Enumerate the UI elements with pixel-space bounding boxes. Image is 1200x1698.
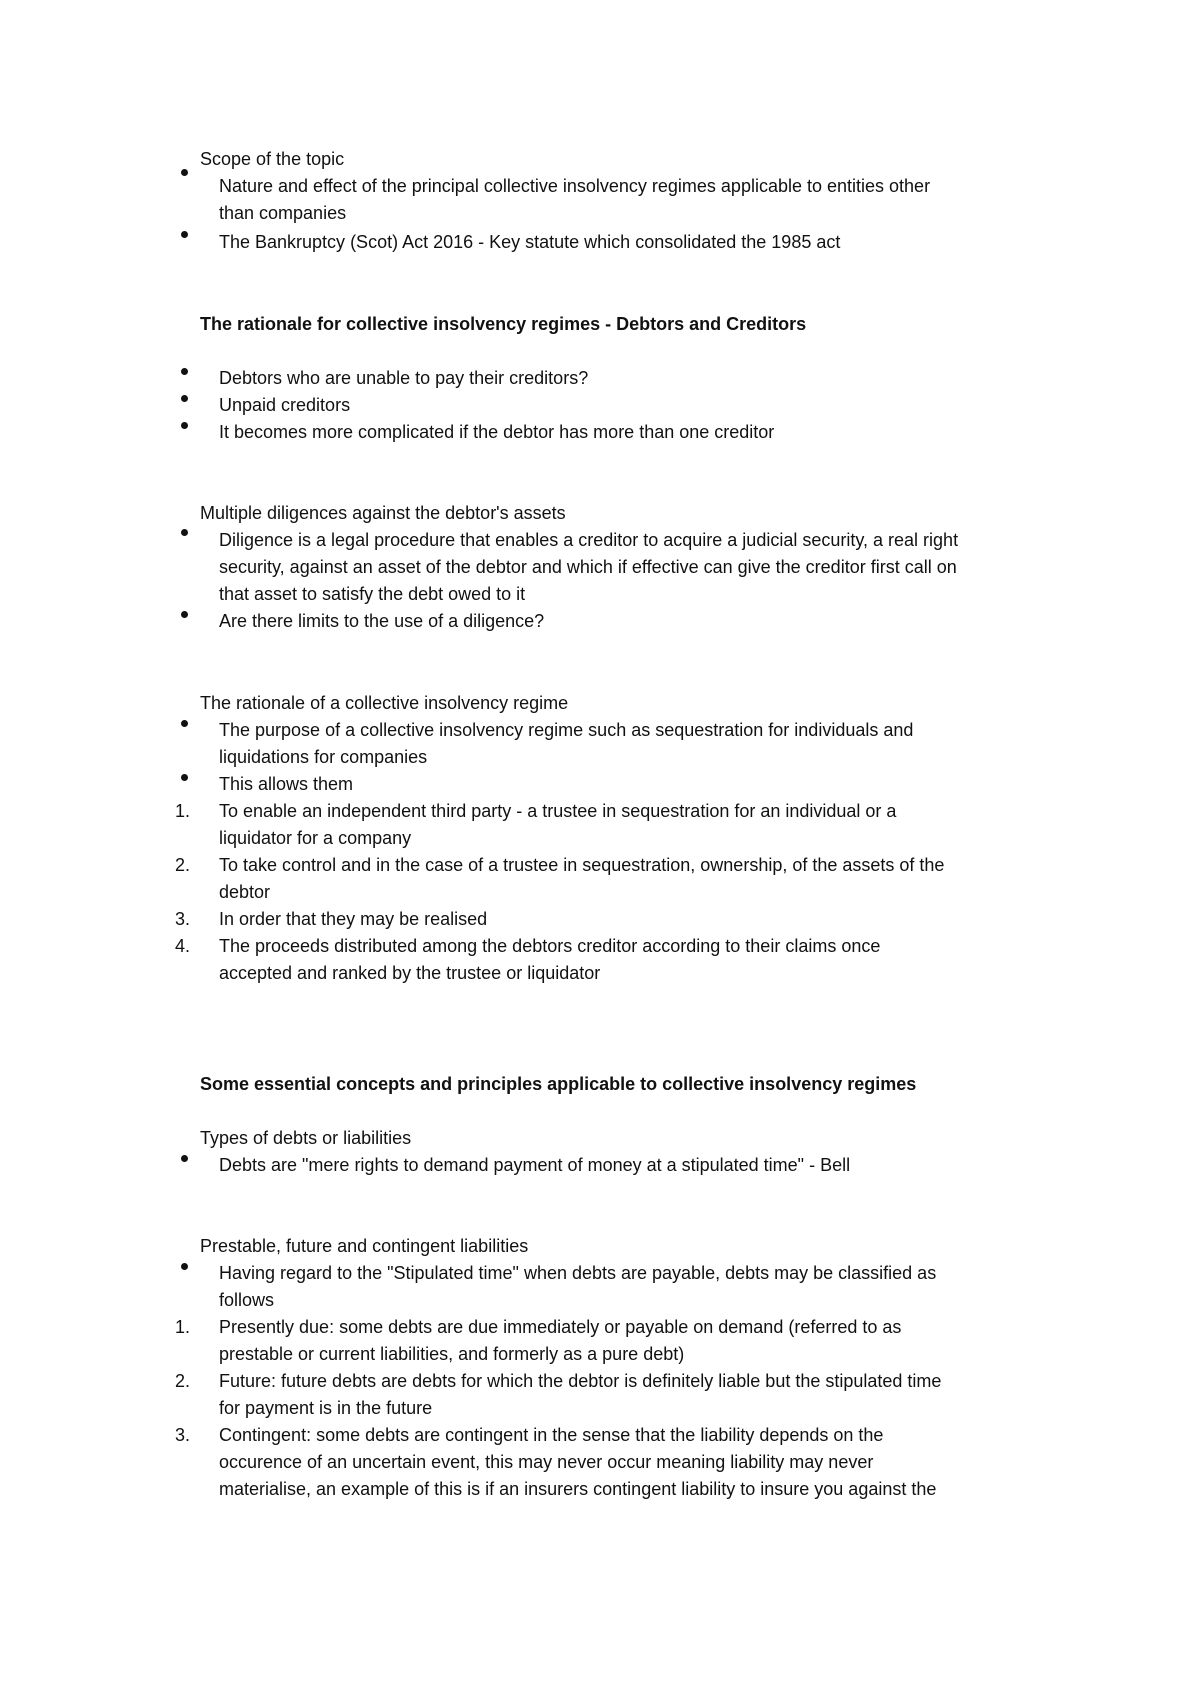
numbered-item-text-continued: accepted and ranked by the trustee or liquidator bbox=[219, 963, 601, 983]
section-heading-rationale-regime: The rationale of a collective insolvency regime bbox=[200, 693, 569, 713]
section-heading-types: Types of debts or liabilities bbox=[200, 1128, 412, 1148]
bullet-text-continued: liquidations for companies bbox=[219, 747, 428, 767]
section-heading-scope: Scope of the topic bbox=[200, 149, 345, 169]
bullet-text: Nature and effect of the principal collective insolvency regimes applicable to entities other bbox=[219, 176, 931, 196]
numbered-item-text: In order that they may be realised bbox=[219, 909, 488, 929]
bullet-icon bbox=[181, 395, 188, 402]
bullet-icon bbox=[181, 1155, 188, 1162]
bullet-icon bbox=[181, 231, 188, 238]
bullet-text-continued: security, against an asset of the debtor and which if effective can give the creditor first call on bbox=[219, 557, 957, 577]
list-number: 1. bbox=[175, 801, 191, 821]
bullet-text: Debts are "mere rights to demand payment of money at a stipulated time" - Bell bbox=[219, 1155, 851, 1175]
numbered-item-text-continued: materialise, an example of this is if an insurers contingent liability to insure you against the bbox=[219, 1479, 937, 1499]
bullet-icon bbox=[181, 720, 188, 727]
list-number: 3. bbox=[175, 1425, 191, 1445]
numbered-item-text-continued: for payment is in the future bbox=[219, 1398, 433, 1418]
bullet-text: Having regard to the "Stipulated time" when debts are payable, debts may be classified as bbox=[219, 1263, 937, 1283]
bullet-text-continued: than companies bbox=[219, 203, 347, 223]
numbered-item-text-continued: liquidator for a company bbox=[219, 828, 412, 848]
section-heading-rationale-debtors: The rationale for collective insolvency regimes - Debtors and Creditors bbox=[200, 314, 807, 334]
list-number: 3. bbox=[175, 909, 191, 929]
bullet-text: Diligence is a legal procedure that enables a creditor to acquire a judicial security, a real right bbox=[219, 530, 959, 550]
bullet-text: This allows them bbox=[219, 774, 354, 794]
bullet-icon bbox=[181, 368, 188, 375]
numbered-item-text: The proceeds distributed among the debtors creditor according to their claims once bbox=[219, 936, 881, 956]
numbered-item-text-continued: debtor bbox=[219, 882, 271, 902]
bullet-icon bbox=[181, 422, 188, 429]
numbered-item-text: Presently due: some debts are due immediately or payable on demand (referred to as bbox=[219, 1317, 902, 1337]
bullet-text: The Bankruptcy (Scot) Act 2016 - Key statute which consolidated the 1985 act bbox=[219, 232, 841, 252]
numbered-item-text: To enable an independent third party - a trustee in sequestration for an individual or a bbox=[219, 801, 897, 821]
section-heading-diligences: Multiple diligences against the debtor's assets bbox=[200, 503, 566, 523]
numbered-item-text-continued: occurence of an uncertain event, this may never occur meaning liability may never bbox=[219, 1452, 874, 1472]
list-number: 4. bbox=[175, 936, 191, 956]
bullet-icon bbox=[181, 774, 188, 781]
bullet-icon bbox=[181, 169, 188, 176]
bullet-icon bbox=[181, 529, 188, 536]
bullet-text: The purpose of a collective insolvency regime such as sequestration for individuals and bbox=[219, 720, 914, 740]
section-heading-prestable: Prestable, future and contingent liabilities bbox=[200, 1236, 529, 1256]
bullet-icon bbox=[181, 611, 188, 618]
bullet-text: It becomes more complicated if the debtor has more than one creditor bbox=[219, 422, 775, 442]
list-number: 1. bbox=[175, 1317, 191, 1337]
bullet-text: Debtors who are unable to pay their creditors? bbox=[219, 368, 589, 388]
bullet-text: Unpaid creditors bbox=[219, 395, 351, 415]
numbered-item-text: Contingent: some debts are contingent in the sense that the liability depends on the bbox=[219, 1425, 884, 1445]
numbered-item-text: To take control and in the case of a trustee in sequestration, ownership, of the assets of the bbox=[219, 855, 945, 875]
list-number: 2. bbox=[175, 855, 191, 875]
section-heading-concepts: Some essential concepts and principles applicable to collective insolvency regimes bbox=[200, 1074, 917, 1094]
list-number: 2. bbox=[175, 1371, 191, 1391]
bullet-icon bbox=[181, 1263, 188, 1270]
numbered-item-text: Future: future debts are debts for which the debtor is definitely liable but the stipulated time bbox=[219, 1371, 942, 1391]
bullet-text: Are there limits to the use of a diligence? bbox=[219, 611, 545, 631]
bullet-text-continued: follows bbox=[219, 1290, 275, 1310]
bullet-text-continued: that asset to satisfy the debt owed to it bbox=[219, 584, 526, 604]
numbered-item-text-continued: prestable or current liabilities, and formerly as a pure debt) bbox=[219, 1344, 685, 1364]
